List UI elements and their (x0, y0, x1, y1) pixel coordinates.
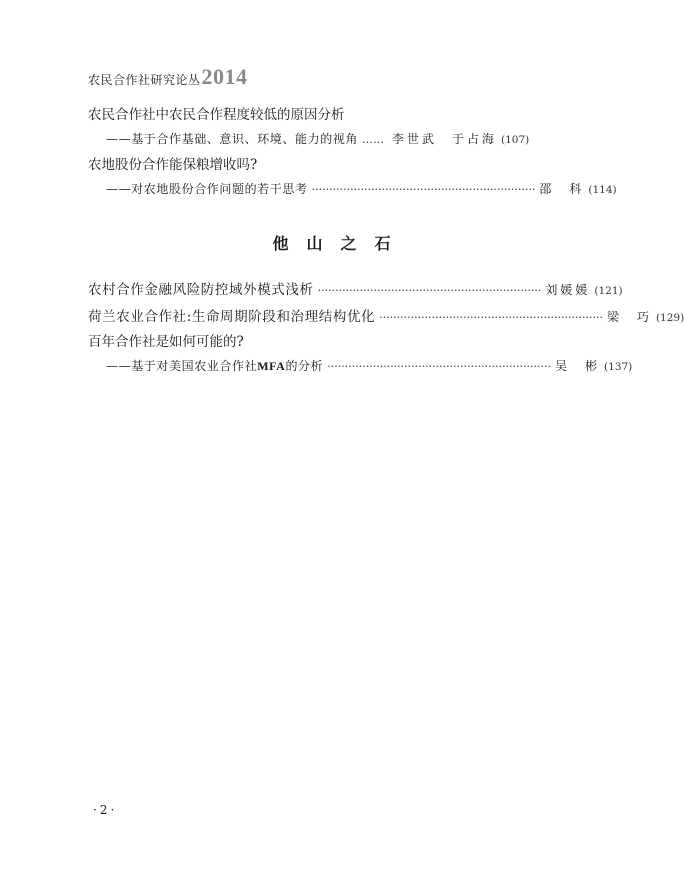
toc-entry-page: (114) (588, 184, 617, 196)
toc-entry-title: 荷兰农业合作社:生命周期阶段和治理结构优化 (88, 309, 376, 325)
toc-entry-subtitle: ——对农地股份合作问题的若干思考 (106, 182, 308, 196)
toc-entry-title[interactable]: 百年合作社是如何可能的? (88, 334, 244, 350)
toc-entry-subtitle-line[interactable] (106, 180, 617, 197)
series-year: 2014 (201, 64, 248, 89)
toc-entry-author: 梁 巧 (606, 310, 652, 324)
toc-entry-line[interactable] (88, 278, 623, 298)
series-title: 农民合作社研究论丛 (88, 73, 201, 87)
subtitle-acronym: MFA (257, 359, 286, 373)
toc-entry-page: (107) (501, 134, 530, 146)
page-number: ·2· (93, 803, 118, 817)
subtitle-suffix: 的分析 (285, 359, 324, 373)
toc-entry-subtitle: ——基于合作基础、意识、环境、能力的视角 (106, 132, 359, 146)
dot-leader: …… (362, 133, 385, 146)
toc-entry-author: 刘媛媛 (545, 283, 591, 297)
toc-entry-author: 邵 科 (539, 182, 585, 196)
dot-leader: ································································ (379, 311, 603, 324)
running-header (88, 64, 248, 90)
dot-leader: ································································ (317, 284, 542, 297)
toc-entry-page: (129) (655, 312, 684, 324)
toc-entry-author: 吴 彬 (555, 359, 601, 373)
section-heading: 他山之石 (272, 234, 409, 253)
toc-entry-title[interactable]: 农地股份合作能保粮增收吗? (88, 157, 258, 173)
dot-leader: ································································ (327, 360, 552, 373)
toc-entry-page: (121) (594, 285, 623, 297)
dot-leader: ································································ (311, 183, 536, 196)
toc-entry-line[interactable] (88, 305, 684, 325)
toc-entry-author: 李世武 于占海 (392, 132, 498, 146)
toc-entry-title[interactable]: 农民合作社中农民合作程度较低的原因分析 (88, 107, 345, 123)
toc-entry-title: 农村合作金融风险防控域外模式浅析 (88, 282, 314, 298)
toc-entry-subtitle-line[interactable] (106, 130, 558, 147)
toc-entry-subtitle-line[interactable] (106, 357, 633, 374)
toc-entry-subtitle (106, 357, 323, 374)
toc-entry-page: (137) (604, 361, 633, 373)
subtitle-prefix: ——基于对美国农业合作社 (106, 359, 258, 373)
